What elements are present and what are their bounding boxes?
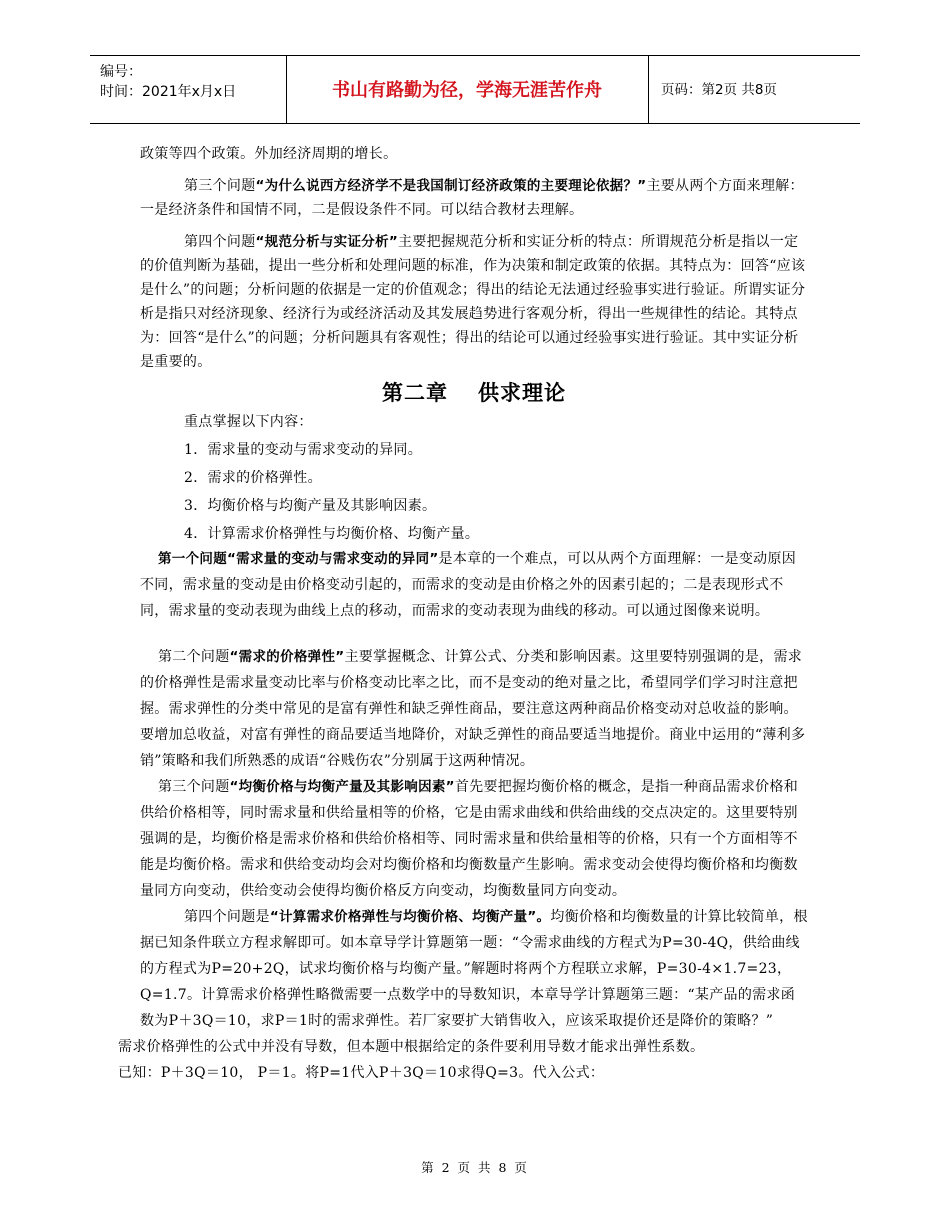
chapter-title: 供求理论 <box>478 381 566 405</box>
paragraph: 第四个问题是“计算需求价格弹性与均衡价格、均衡产量”。均衡价格和均衡数量的计算比较简单，根据已知条件联立方程求解即可。如本章导学计算题第一题：“令需求曲线的方程式为P=30-4Q，供给曲线的方程式为P=20+2Q，试求均衡价格与均衡产量。”解题时将两个方程联立求解，P=30-4×1.7=23，Q=1.7。计算需求价格弹性略微需要一点数学中的导数知识，本章导学计算题第三题：“某产品的需求函数为P＋3Q＝10，求P＝1时的需求弹性。若厂家要扩大销售收入，应该采取提价还是降价的策略？” <box>140 909 808 1029</box>
paragraph: 政策等四个政策。外加经济周期的增长。 <box>140 146 398 162</box>
list-item: 4．计算需求价格弹性与均衡价格、均衡产量。 <box>184 526 480 542</box>
paragraph: 需求价格弹性的公式中并没有导数，但本题中根据给定的条件要利用导数才能求出弹性系数。 <box>118 1039 705 1055</box>
paragraph: 第二个问题“需求的价格弹性”主要掌握概念、计算公式、分类和影响因素。这里要特别强调的是，需求的价格弹性是需求量变动比率与价格变动比率之比，而不是变动的绝对量之比，希望同学们学习时注意把握。需求弹性的分类中常见的是富有弹性和缺乏弹性商品，要注意这两种商品价格变动对总收益的影响。要增加总收益，对富有弹性的商品要适当地降价，对缺乏弹性的商品要适当地提价。商业中运用的“薄利多销”策略和我们所熟悉的成语“谷贱伤农”分别属于这两种情况。 <box>140 649 806 769</box>
page-footer: 第 2 页 共 8 页 <box>421 1160 529 1175</box>
paragraph: 第一个问题“需求量的变动与需求变动的异同”是本章的一个难点，可以从两个方面理解：一是变动原因不同，需求量的变动是由价格变动引起的，而需求的变动是由价格之外的因素引起的；二是表现形式不同，需求量的变动表现为曲线上点的移动，而需求的变动表现为曲线的移动。可以通过图像来说明。 <box>140 551 797 619</box>
header-page-label: 页码：第2页 共8页 <box>661 82 777 98</box>
paragraph: 第三个问题“为什么说西方经济学不是我国制订经济政策的主要理论依据？”主要从两个方面来理解：一是经济条件和国情不同，二是假设条件不同。可以结合教材去理解。 <box>140 178 804 218</box>
header-number-label: 编号： <box>100 64 142 80</box>
document-body <box>118 142 808 1086</box>
chapter-heading <box>140 376 808 410</box>
header-divider <box>648 56 649 123</box>
list-item: 3．均衡价格与均衡产量及其影响因素。 <box>184 498 437 514</box>
header-motto: 书山有路勤为径，学海无涯苦作舟 <box>332 80 602 101</box>
paragraph: 第三个问题“均衡价格与均衡产量及其影响因素”首先要把握均衡价格的概念，是指一种商品需求价格和供给价格相等，同时需求量和供给量相等的价格，它是由需求曲线和供给曲线的交点决定的。这里要特别强调的是，均衡价格是需求价格和供给价格相等、同时需求量和供给量相等的价格，只有一个方面相等不能是均衡价格。需求和供给变动均会对均衡价格和均衡数量产生影响。需求变动会使得均衡价格和均衡数量同方向变动，供给变动会使得均衡价格反方向变动，均衡数量同方向变动。 <box>140 779 799 899</box>
header-meta <box>100 62 236 102</box>
intro-text: 重点掌握以下内容： <box>184 414 313 430</box>
chapter-number: 第二章 <box>382 381 448 405</box>
paragraph: 第四个问题“规范分析与实证分析”主要把握规范分析和实证分析的特点：所谓规范分析是指以一定的价值判断为基础，提出一些分析和处理问题的标准，作为决策和制定政策的依据。其特点为：回答“应该是什么”的问题；分析问题的依据是一定的价值观念；得出的结论无法通过经验事实进行验证。所谓实证分析是指只对经济现象、经济行为或经济活动及其发展趋势进行客观分析，得出一些规律性的结论。其特点为：回答“是什么”的问题；分析问题具有客观性；得出的结论可以通过经验事实进行验证。其中实证分析是重要的。 <box>140 234 806 370</box>
header-time-label: 时间：2021年x月x日 <box>100 84 237 100</box>
list-item: 2．需求的价格弹性。 <box>184 470 322 486</box>
list-item: 1．需求量的变动与需求变动的异同。 <box>184 442 423 458</box>
page-header <box>90 55 860 124</box>
paragraph: 已知：P＋3Q＝10， P＝1。将P=1代入P＋3Q＝10求得Q=3。代入公式： <box>118 1065 605 1081</box>
